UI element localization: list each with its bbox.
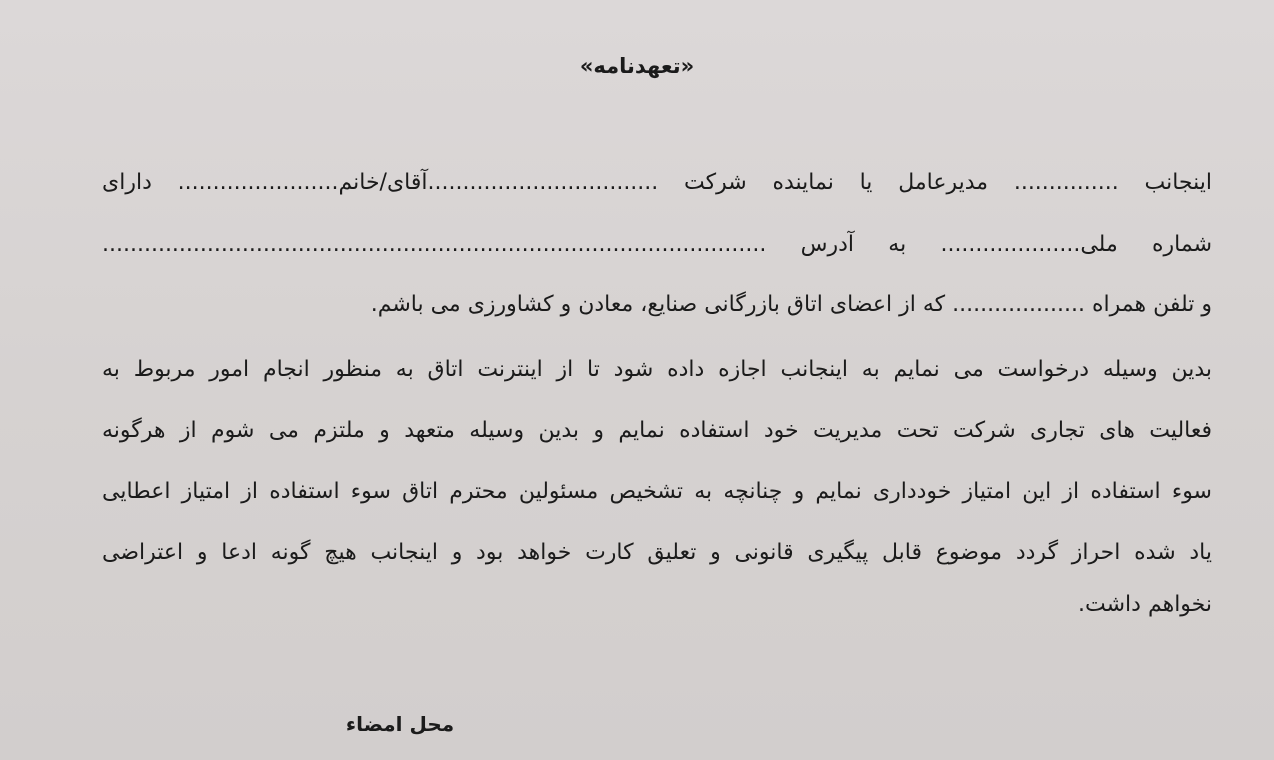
text-line-1: اینجانب ............... مدیرعامل یا نماینده شرکت .................................آقای/خانم....................... دارای	[102, 170, 1212, 195]
text-line-3: و تلفن همراه ................... که از اعضای اتاق بازرگانی صنایع، معادن و کشاورزی می باشم.	[370, 292, 1212, 317]
signature-label: محل امضاء	[345, 712, 455, 736]
text-line-6: سوء استفاده از این امتیاز خودداری نمایم و چنانچه به تشخیص مسئولین محترم اتاق سوء استفاده از امتیاز اعطایی	[102, 479, 1212, 504]
text-line-5: فعالیت های تجاری شرکت تحت مدیریت خود استفاده نمایم و بدین وسیله متعهد و ملتزم می شوم از هرگونه	[102, 418, 1212, 443]
document-title: «تعهدنامه»	[579, 54, 695, 78]
text-line-4: بدین وسیله درخواست می نمایم به اینجانب اجازه داده شود تا از اینترنت اتاق به منظور انجام امور مربوط به	[102, 357, 1212, 382]
text-line-7: یاد شده احراز گردد موضوع قابل پیگیری قانونی و تعلیق کارت خواهد بود و اینجانب هیچ گونه ادعا و اعتراضی	[102, 540, 1212, 565]
text-line-8: نخواهم داشت.	[1078, 592, 1212, 617]
text-line-2: شماره ملی.................... به آدرس ...............................................................................................	[102, 232, 1212, 257]
